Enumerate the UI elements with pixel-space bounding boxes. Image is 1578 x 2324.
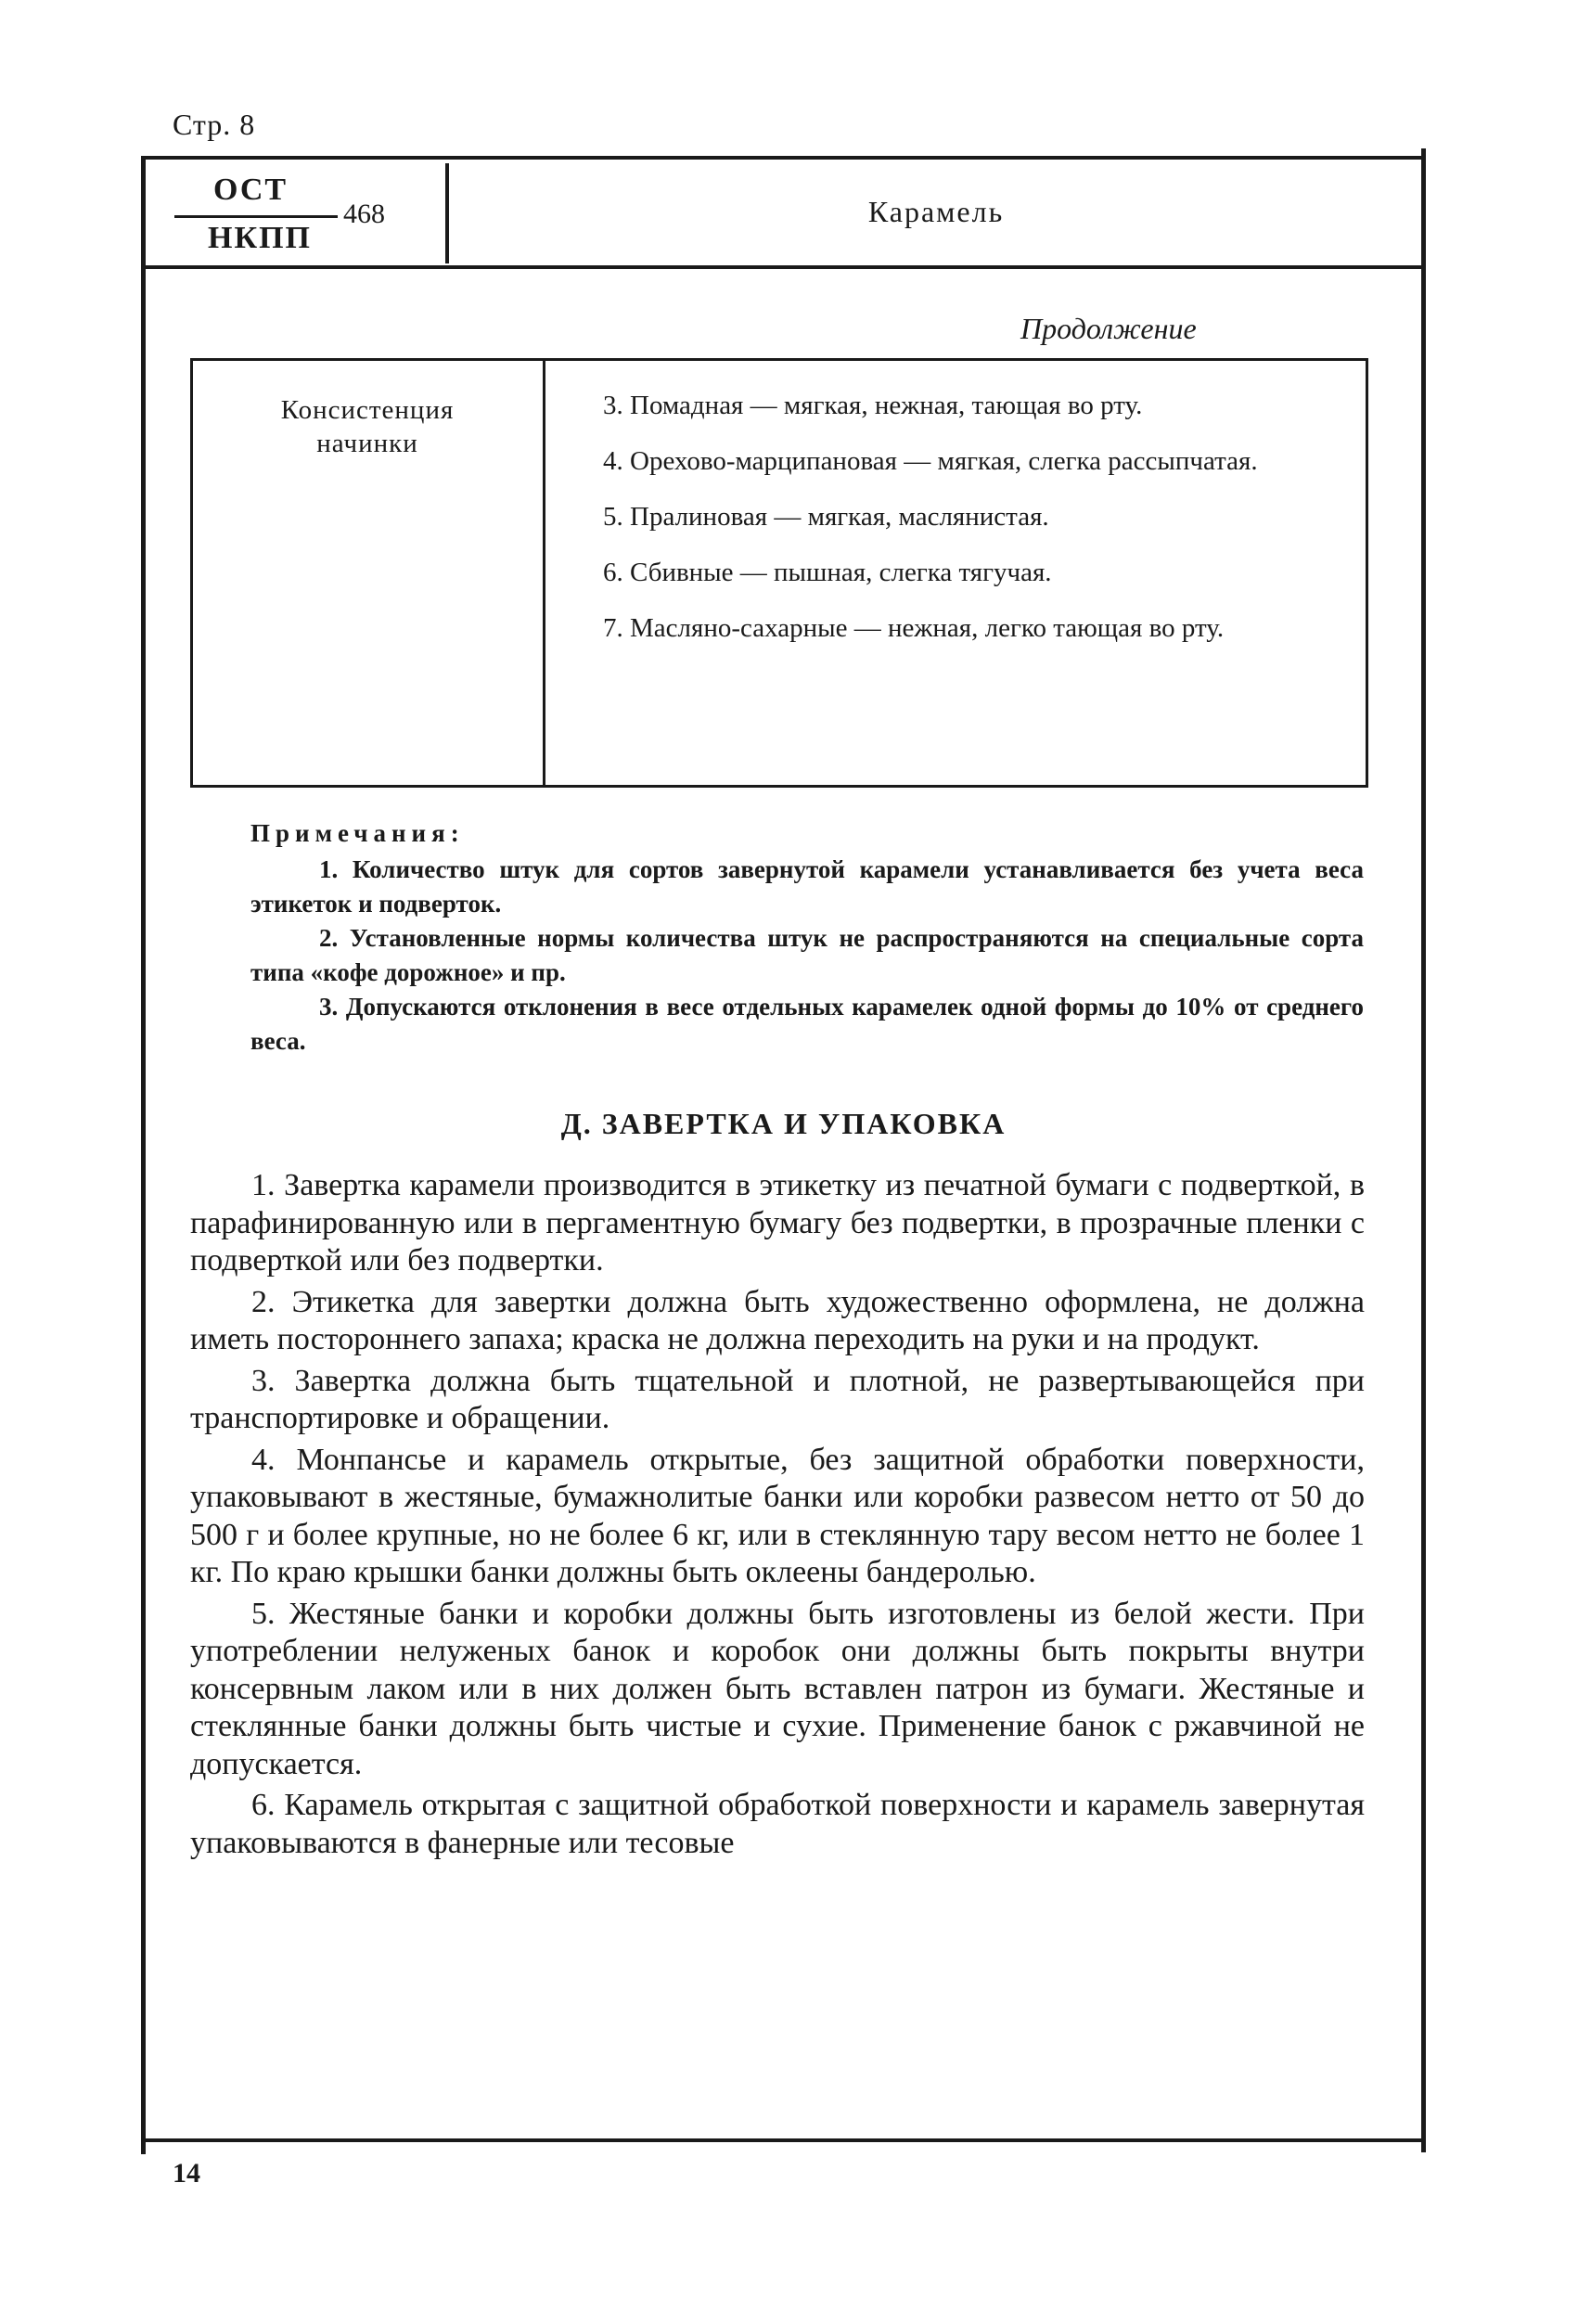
page-label: Стр. 8 bbox=[173, 108, 256, 141]
table-right-rule bbox=[1366, 358, 1368, 787]
footer-page-number: 14 bbox=[173, 2158, 200, 2189]
frame-bottom-rule bbox=[141, 2138, 1426, 2142]
table-item: 7. Масляно-сахарные — нежная, легко тающая во рту. bbox=[603, 613, 1225, 643]
body-paragraph: 4. Монпансье и карамель открытые, без защитной обработки поверхности, упаковывают в жестяные, бумажнолитые банки или коробки развесом нетто от 50 до 500 г и более крупные, но не более 6 кг, или в стеклянную тару весом нетто не более 1 кг. По краю крышки банки должны быть оклеены бандеролью. bbox=[190, 1442, 1365, 1589]
table-top-rule bbox=[190, 358, 1368, 361]
body-paragraph: 6. Карамель открытая с защитной обработкой поверхности и карамель завернутая упаковываются в фанерные или тесовые bbox=[190, 1788, 1365, 1860]
table-row-label bbox=[195, 393, 540, 460]
table-label-line2: начинки bbox=[316, 429, 418, 458]
notes-title: Примечания: bbox=[250, 819, 465, 847]
notes-block bbox=[250, 816, 1364, 1059]
document-title: Карамель bbox=[867, 195, 1005, 228]
note-item: 2. Установленные нормы количества штук не распространяются на специальные сорта типа «кофе дорожное» и пр. bbox=[250, 924, 1364, 986]
standard-code-fraction-bar bbox=[174, 215, 338, 218]
section-heading: Д. ЗАВЕРТКА И УПАКОВКА bbox=[560, 1107, 1007, 1140]
table-items bbox=[566, 390, 1336, 668]
continuation-label: Продолжение bbox=[1020, 312, 1197, 345]
table-item: 5. Пралиновая — мягкая, маслянистая. bbox=[603, 502, 1049, 532]
table-left-rule bbox=[190, 358, 193, 787]
table-item: 3. Помадная — мягкая, нежная, тающая во рту. bbox=[603, 391, 1143, 420]
standard-code-top: ОСТ bbox=[213, 173, 289, 207]
table-item: 4. Орехово-марципановая — мягкая, слегка рассыпчатая. bbox=[603, 446, 1258, 476]
body-paragraph: 5. Жестяные банки и коробки должны быть изготовлены из белой жести. При употреблении нелуженых банок и коробок они должны быть покрыты внутри консервным лаком или в них должен быть вставлен патрон из бумаги. Жестяные и стеклянные банки должны быть чистые и сухие. Применение банок с ржавчиной не допускается. bbox=[190, 1596, 1365, 1781]
header-bottom-rule bbox=[141, 265, 1426, 269]
table-label-line1: Консистенция bbox=[280, 395, 455, 425]
standard-code bbox=[167, 173, 408, 262]
note-item: 1. Количество штук для сортов завернутой карамели устанавливается без учета веса этикеток и подверток. bbox=[250, 855, 1364, 918]
body-paragraph: 1. Завертка карамели производится в этикетку из печатной бумаги с подверткой, в парафинированную или в пергаментную бумагу без подвертки, в прозрачные пленки с подверткой или без подвертки. bbox=[190, 1168, 1365, 1278]
frame-top-rule bbox=[141, 156, 1426, 160]
standard-number: 468 bbox=[343, 199, 385, 229]
frame-right-rule bbox=[1421, 148, 1426, 2152]
body-paragraph: 2. Этикетка для завертки должна быть художественно оформлена, не должна иметь постороннего запаха; краска не должна переходить на руки и на продукт. bbox=[190, 1284, 1365, 1356]
table-column-divider bbox=[543, 358, 545, 787]
body-paragraph: 3. Завертка должна быть тщательной и плотной, не развертывающейся при транспортировке и обращении. bbox=[190, 1363, 1365, 1435]
table-item: 6. Сбивные — пышная, слегка тягучая. bbox=[603, 558, 1052, 587]
frame-left-rule bbox=[141, 160, 146, 2154]
section-body bbox=[190, 1167, 1365, 1866]
standard-code-bottom: НКПП bbox=[208, 221, 312, 255]
table-bottom-rule bbox=[190, 785, 1368, 788]
note-item: 3. Допускаются отклонения в весе отдельных карамелек одной формы до 10% от среднего веса. bbox=[250, 993, 1364, 1055]
